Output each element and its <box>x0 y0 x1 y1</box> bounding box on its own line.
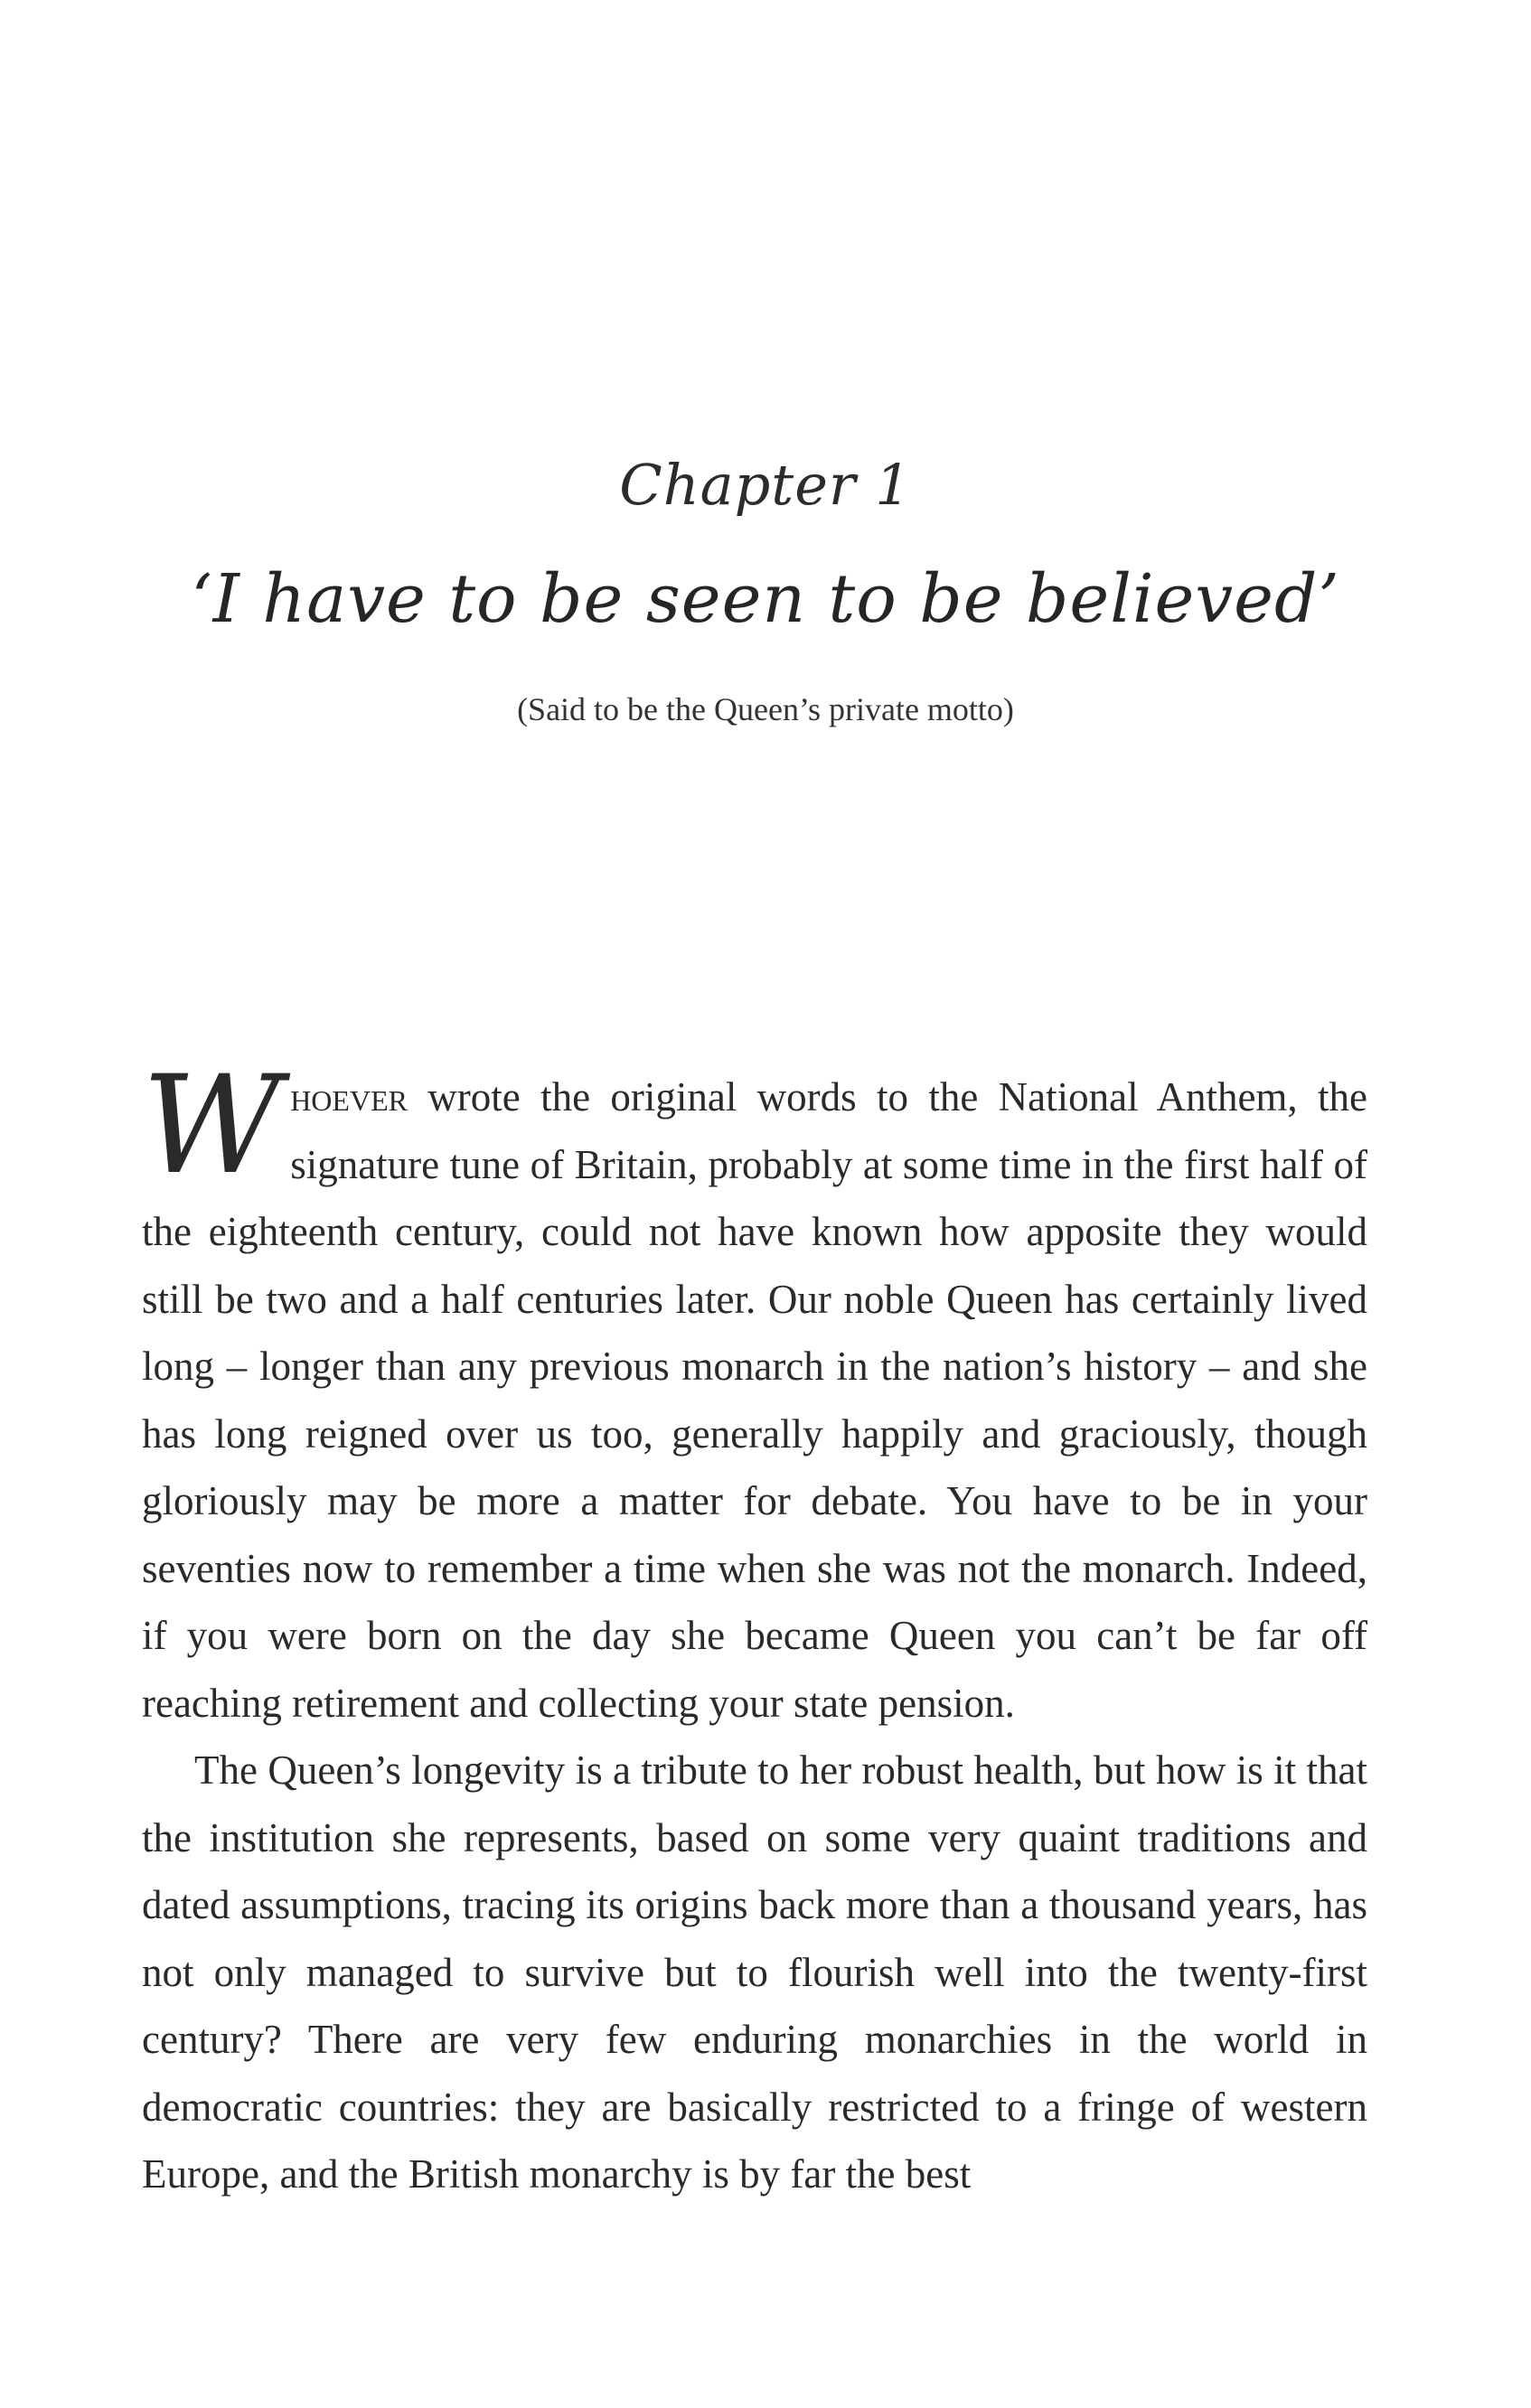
paragraph-2: The Queen’s longevity is a tribute to her robust health, but how is it that the institution she represents, based on some very quaint traditions and dated assumptions, tracing its origins back more than a thousand years, has not only managed to survive but to flourish well into the twenty-first century? There are very few enduring monarchies in the world in democratic countries: they are basically restricted to a fringe of western Europe, and the British monarchy is by far the best <box>142 1747 1367 2197</box>
paragraph-1 <box>142 1047 1367 1737</box>
drop-cap: W <box>142 1047 282 1204</box>
paragraph-1-text: wrote the original words to the National Anthem, the signature tune of Britain, probably at some time in the first half of the eighteenth century, could not have known how apposite they would still be two and a half centuries later. Our noble Queen has certainly lived long – longer than any previous monarch in the nation’s history – and she has long reigned over us too, generally happily and graciously, though gloriously may be more a matter for debate. You have to be in your seventies now to remember a time when she was not the monarch. Indeed, if you were born on the day she became Queen you can’t be far off reaching retirement and collecting your state pension. <box>142 1074 1367 1726</box>
chapter-number: Chapter 1 <box>619 452 912 518</box>
body-text <box>142 1047 1367 2208</box>
chapter-title: ‘I have to be seen to be believed’ <box>191 560 1340 638</box>
chapter-epigraph: (Said to be the Queen’s private motto) <box>517 691 1014 727</box>
lead-in-word: hoever <box>290 1074 408 1120</box>
